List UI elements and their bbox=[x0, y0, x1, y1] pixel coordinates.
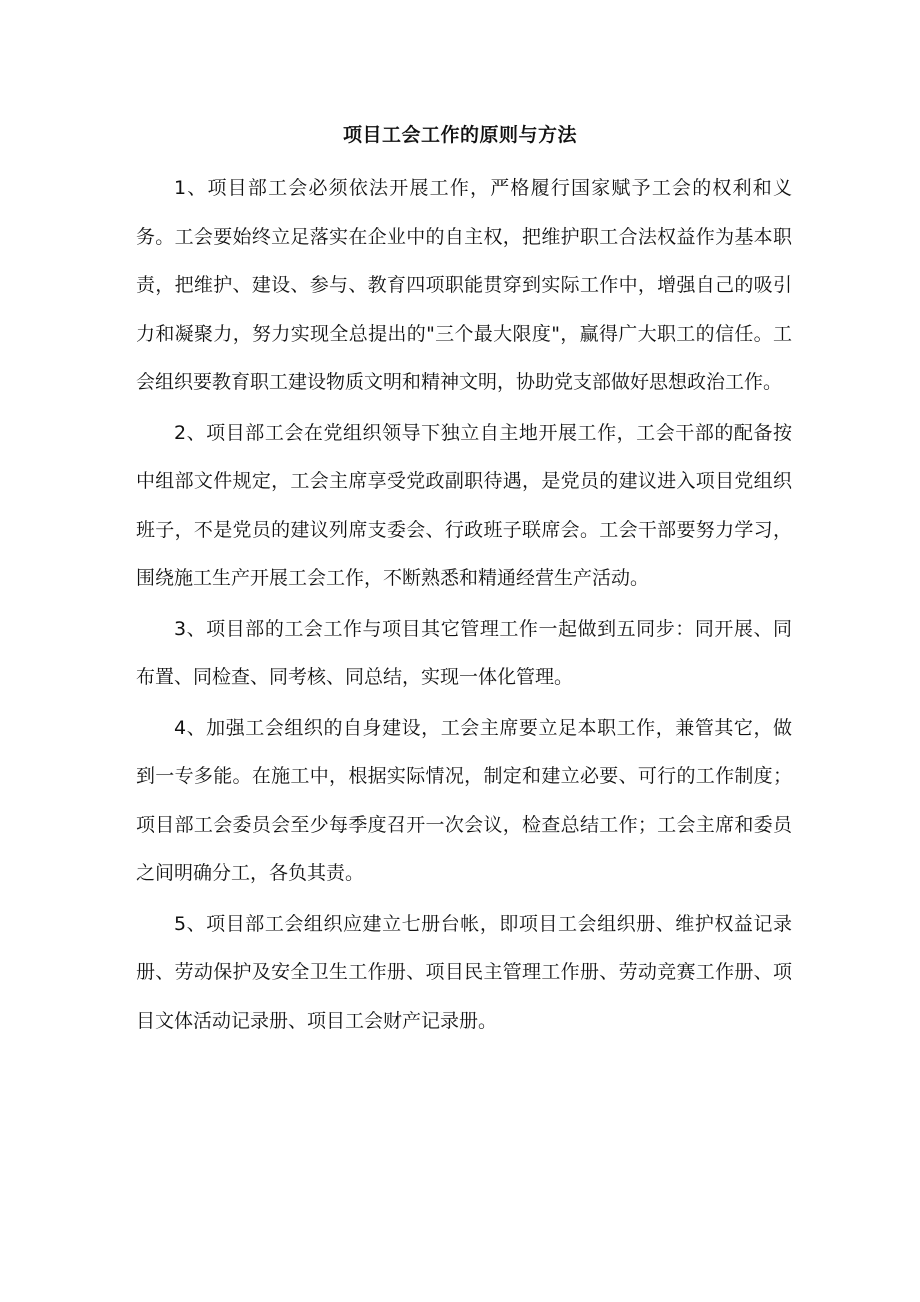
document-title: 项目工会工作的原则与方法 bbox=[342, 124, 577, 146]
paragraph-3: 3、项目部的工会工作与项目其它管理工作一起做到五同步：同开展、同布置、同检查、同考核、同总结，实现一体化管理。 bbox=[136, 617, 792, 688]
document-body bbox=[136, 164, 792, 1047]
paragraph-4: 4、加强工会组织的自身建设，工会主席要立足本职工作，兼管其它，做到一专多能。在施工中，根据实际情况，制定和建立必要、可行的工作制度；项目部工会委员会至少每季度召开一次会议，检查总结工作；工会主席和委员之间明确分工，各负其责。 bbox=[136, 716, 792, 884]
paragraph-5: 5、项目部工会组织应建立七册台帐，即项目工会组织册、维护权益记录册、劳动保护及安全卫生工作册、项目民主管理工作册、劳动竞赛工作册、项目文体活动记录册、项目工会财产记录册。 bbox=[136, 912, 792, 1032]
paragraph-1: 1、项目部工会必须依法开展工作，严格履行国家赋予工会的权利和义务。工会要始终立足落实在企业中的自主权，把维护职工合法权益作为基本职责，把维护、建设、参与、教育四项职能贯穿到实际工作中，增强自己的吸引力和凝聚力，努力实现全总提出的"三个最大限度"，赢得广大职工的信任。工会组织要教育职工建设物质文明和精神文明，协助党支部做好思想政治工作。 bbox=[136, 177, 792, 393]
paragraph-2: 2、项目部工会在党组织领导下独立自主地开展工作，工会干部的配备按中组部文件规定，工会主席享受党政副职待遇，是党员的建议进入项目党组织班子，不是党员的建议列席支委会、行政班子联席会。工会干部要努力学习，围绕施工生产开展工会工作，不断熟悉和精通经营生产活动。 bbox=[136, 421, 792, 589]
